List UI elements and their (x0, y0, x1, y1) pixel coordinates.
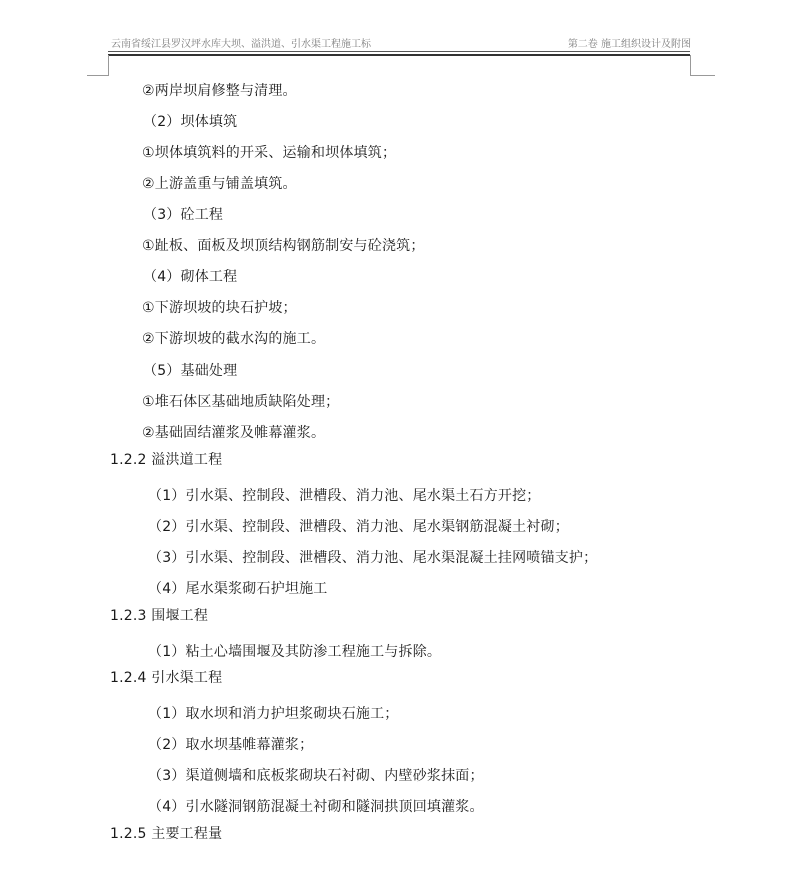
body-line: ②上游盖重与铺盖填筑。 (142, 176, 297, 192)
list-item: （1）取水坝和消力护坦浆砌块石施工； (148, 706, 399, 722)
margin-corner-mark-right (690, 55, 715, 76)
list-item: （2）取水坝基帷幕灌浆； (148, 737, 314, 753)
list-item: （1）引水渠、控制段、泄槽段、消力池、尾水渠土石方开挖； (148, 488, 541, 504)
list-item: （3）渠道侧墙和底板浆砌块石衬砌、内壁砂浆抹面； (148, 768, 484, 784)
header-rule-thin (108, 51, 690, 52)
body-line: ②下游坝坡的截水沟的施工。 (142, 331, 326, 347)
section-heading-1-2-2: 1.2.2 溢洪道工程 (110, 452, 223, 468)
list-item: （1）粘土心墙围堰及其防渗工程施工与拆除。 (148, 644, 442, 660)
list-item: （4）引水隧洞钢筋混凝土衬砌和隧洞拱顶回填灌浆。 (148, 799, 484, 815)
header-project-title: 云南省绥江县罗汉坪水库大坝、溢洪道、引水渠工程施工标 (111, 39, 371, 50)
section-heading-1-2-3: 1.2.3 围堰工程 (110, 608, 209, 624)
list-item: （4）尾水渠浆砌石护坦施工 (148, 581, 328, 597)
sub-heading: （4）砌体工程 (143, 269, 238, 285)
list-item: （3）引水渠、控制段、泄槽段、消力池、尾水渠混凝土挂网喷锚支护； (148, 550, 598, 566)
section-heading-1-2-4: 1.2.4 引水渠工程 (110, 670, 223, 686)
sub-heading: （3）砼工程 (143, 207, 224, 223)
body-line: ②基础固结灌浆及帷幕灌浆。 (142, 425, 326, 441)
header-rule-thick (108, 54, 690, 56)
list-item: （2）引水渠、控制段、泄槽段、消力池、尾水渠钢筋混凝土衬砌； (148, 519, 569, 535)
margin-corner-mark-left (87, 55, 109, 76)
section-heading-1-2-5: 1.2.5 主要工程量 (110, 826, 223, 842)
body-line: ①坝体填筑料的开采、运输和坝体填筑； (142, 145, 397, 161)
header-volume-title: 第二卷 施工组织设计及附图 (567, 39, 691, 50)
body-line: ①趾板、面板及坝顶结构钢筋制安与砼浇筑； (142, 238, 425, 254)
body-line: ①堆石体区基础地质缺陷处理； (142, 394, 340, 410)
body-line: ①下游坝坡的块石护坡； (142, 300, 297, 316)
sub-heading: （2）坝体填筑 (143, 114, 238, 130)
sub-heading: （5）基础处理 (143, 363, 238, 379)
body-line: ②两岸坝肩修整与清理。 (142, 83, 297, 99)
